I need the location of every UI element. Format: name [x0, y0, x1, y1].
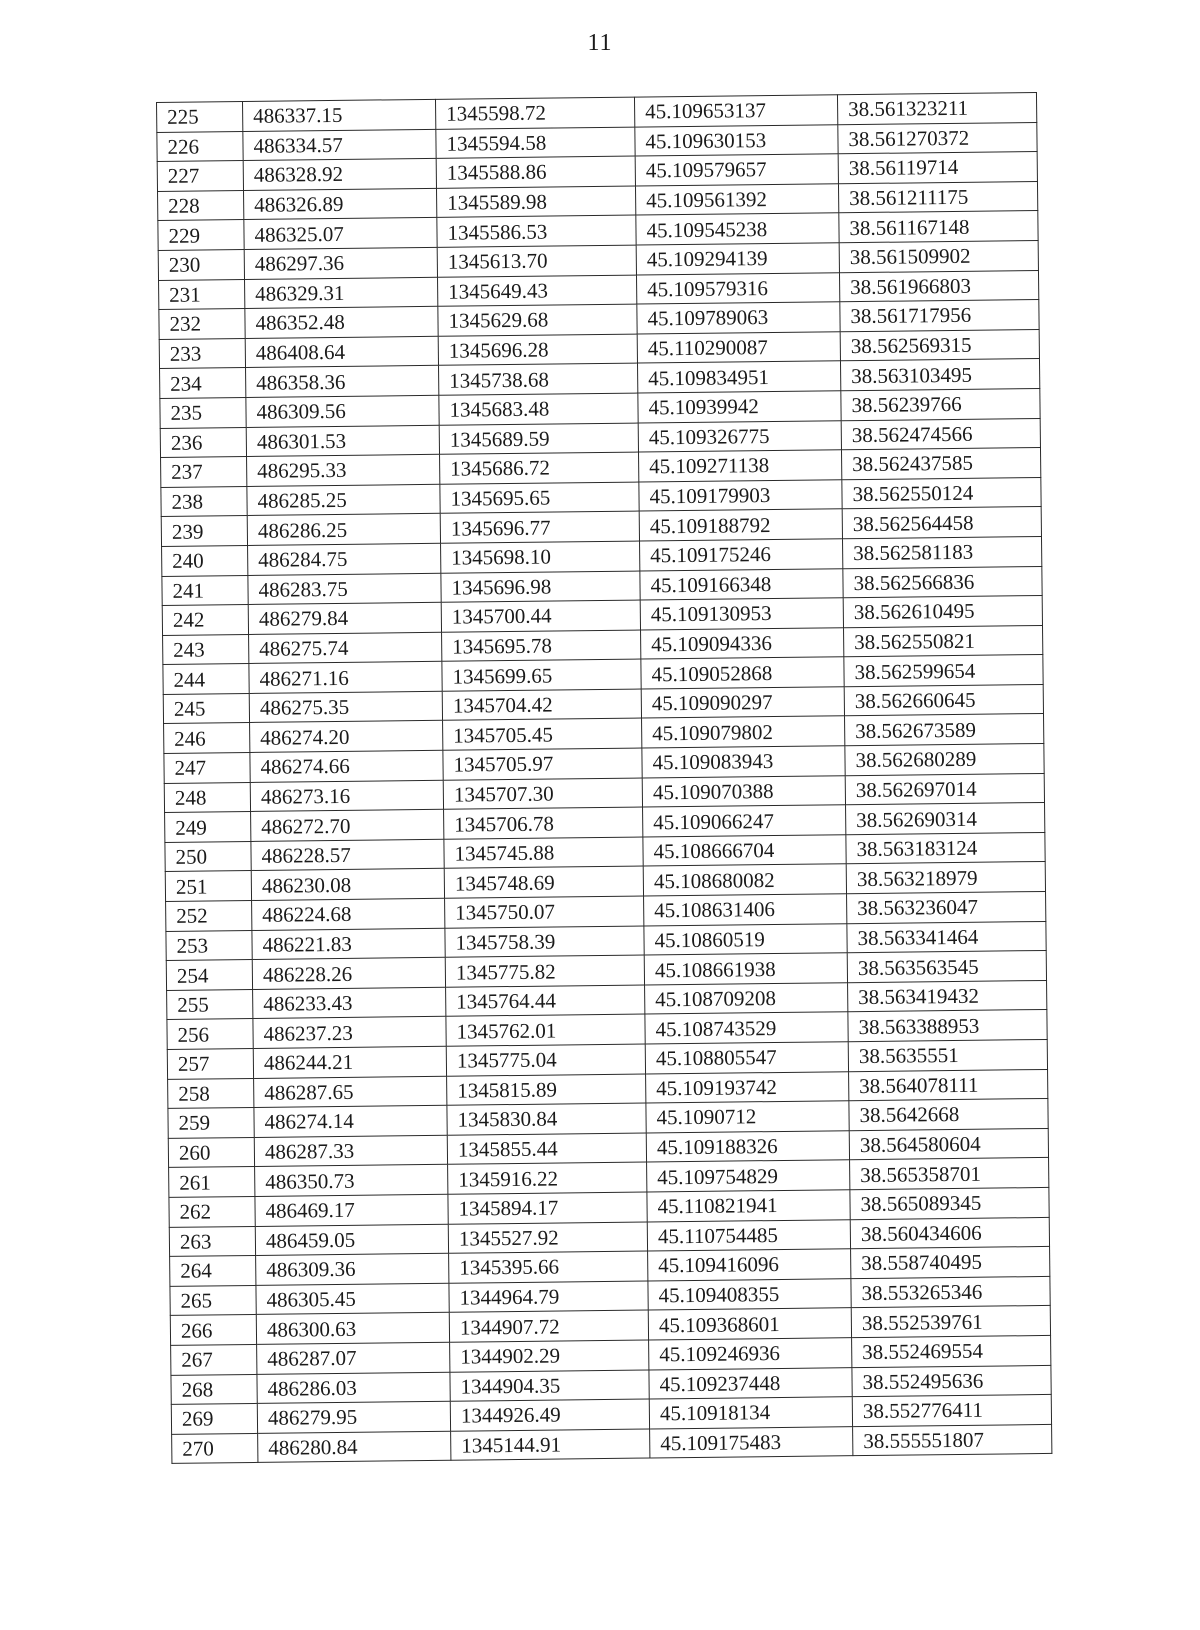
x-coordinate-cell: 486358.36 [246, 366, 439, 398]
longitude-cell: 38.5635551 [848, 1039, 1047, 1071]
latitude-cell: 45.109090297 [641, 687, 844, 719]
latitude-cell: 45.109070388 [642, 775, 845, 807]
longitude-cell: 38.562550124 [842, 477, 1041, 509]
point-number-cell: 238 [161, 486, 247, 517]
latitude-cell: 45.109653137 [634, 95, 837, 127]
point-number-cell: 270 [172, 1433, 258, 1464]
y-coordinate-cell: 1345705.45 [443, 719, 642, 751]
point-number-cell: 262 [169, 1196, 255, 1227]
longitude-cell: 38.56119714 [838, 152, 1037, 184]
longitude-cell: 38.563236047 [847, 891, 1046, 923]
longitude-cell: 38.562437585 [841, 448, 1040, 480]
point-number-cell: 229 [158, 220, 244, 251]
longitude-cell: 38.562566836 [843, 566, 1042, 598]
x-coordinate-cell: 486274.20 [250, 721, 443, 753]
x-coordinate-cell: 486300.63 [256, 1313, 449, 1345]
x-coordinate-cell: 486305.45 [256, 1283, 449, 1315]
y-coordinate-cell: 1345696.77 [440, 511, 639, 543]
y-coordinate-cell: 1345707.30 [443, 778, 642, 810]
x-coordinate-cell: 486301.53 [246, 425, 439, 457]
point-number-cell: 263 [169, 1226, 255, 1257]
point-number-cell: 257 [167, 1048, 253, 1079]
latitude-cell: 45.109179903 [639, 479, 842, 511]
y-coordinate-cell: 1345855.44 [447, 1133, 646, 1165]
x-coordinate-cell: 486271.16 [249, 662, 442, 694]
longitude-cell: 38.56239766 [841, 388, 1040, 420]
y-coordinate-cell: 1345686.72 [440, 452, 639, 484]
longitude-cell: 38.561167148 [839, 211, 1038, 243]
x-coordinate-cell: 486287.07 [257, 1342, 450, 1374]
latitude-cell: 45.110754485 [647, 1219, 850, 1251]
x-coordinate-cell: 486280.84 [258, 1431, 451, 1463]
longitude-cell: 38.555551807 [853, 1424, 1052, 1456]
point-number-cell: 232 [159, 309, 245, 340]
x-coordinate-cell: 486287.33 [254, 1135, 447, 1167]
x-coordinate-cell: 486350.73 [255, 1165, 448, 1197]
y-coordinate-cell: 1345629.68 [438, 304, 637, 336]
x-coordinate-cell: 486287.65 [254, 1076, 447, 1108]
x-coordinate-cell: 486224.68 [252, 898, 445, 930]
longitude-cell: 38.565358701 [850, 1158, 1049, 1190]
latitude-cell: 45.10939942 [638, 391, 841, 423]
y-coordinate-cell: 1345527.92 [448, 1222, 647, 1254]
longitude-cell: 38.562581183 [842, 536, 1041, 568]
y-coordinate-cell: 1344964.79 [449, 1281, 648, 1313]
point-number-cell: 234 [160, 368, 246, 399]
y-coordinate-cell: 1345830.84 [447, 1103, 646, 1135]
point-number-cell: 269 [171, 1404, 257, 1435]
point-number-cell: 242 [162, 605, 248, 636]
longitude-cell: 38.562610495 [843, 596, 1042, 628]
point-number-cell: 249 [165, 812, 251, 843]
y-coordinate-cell: 1344904.35 [450, 1370, 649, 1402]
x-coordinate-cell: 486325.07 [244, 218, 437, 250]
point-number-cell: 265 [170, 1285, 256, 1316]
x-coordinate-cell: 486244.21 [253, 1046, 446, 1078]
x-coordinate-cell: 486233.43 [253, 987, 446, 1019]
latitude-cell: 45.108805547 [645, 1042, 848, 1074]
latitude-cell: 45.110290087 [637, 332, 840, 364]
longitude-cell: 38.562564458 [842, 507, 1041, 539]
point-number-cell: 241 [162, 575, 248, 606]
point-number-cell: 227 [157, 161, 243, 192]
latitude-cell: 45.109630153 [635, 124, 838, 156]
x-coordinate-cell: 486274.14 [254, 1105, 447, 1137]
point-number-cell: 230 [158, 249, 244, 280]
y-coordinate-cell: 1345696.98 [441, 571, 640, 603]
point-number-cell: 245 [163, 693, 249, 724]
x-coordinate-cell: 486228.57 [251, 839, 444, 871]
longitude-cell: 38.552495636 [852, 1365, 1051, 1397]
y-coordinate-cell: 1345698.10 [441, 541, 640, 573]
latitude-cell: 45.108709208 [645, 983, 848, 1015]
point-number-cell: 267 [171, 1344, 257, 1375]
x-coordinate-cell: 486286.03 [257, 1372, 450, 1404]
longitude-cell: 38.562697014 [845, 773, 1044, 805]
y-coordinate-cell: 1345775.04 [446, 1044, 645, 1076]
latitude-cell: 45.109188792 [639, 509, 842, 541]
y-coordinate-cell: 1345695.65 [440, 482, 639, 514]
latitude-cell: 45.108680082 [643, 864, 846, 896]
x-coordinate-cell: 486275.35 [249, 691, 442, 723]
point-number-cell: 256 [167, 1019, 253, 1050]
x-coordinate-cell: 486297.36 [244, 247, 437, 279]
point-number-cell: 261 [169, 1167, 255, 1198]
longitude-cell: 38.562474566 [841, 418, 1040, 450]
x-coordinate-cell: 486275.74 [249, 632, 442, 664]
y-coordinate-cell: 1345700.44 [441, 600, 640, 632]
latitude-cell: 45.1090712 [646, 1101, 849, 1133]
longitude-cell: 38.562690314 [846, 803, 1045, 835]
y-coordinate-cell: 1345594.58 [436, 127, 635, 159]
point-number-cell: 251 [165, 871, 251, 902]
latitude-cell: 45.109083943 [642, 746, 845, 778]
point-number-cell: 260 [168, 1137, 254, 1168]
y-coordinate-cell: 1345706.78 [444, 807, 643, 839]
longitude-cell: 38.563183124 [846, 832, 1045, 864]
y-coordinate-cell: 1345689.59 [439, 423, 638, 455]
x-coordinate-cell: 486337.15 [243, 99, 436, 131]
latitude-cell: 45.109579657 [635, 154, 838, 186]
point-number-cell: 252 [166, 900, 252, 931]
latitude-cell: 45.109294139 [636, 243, 839, 275]
latitude-cell: 45.109094336 [641, 627, 844, 659]
longitude-cell: 38.562673589 [845, 714, 1044, 746]
y-coordinate-cell: 1345775.82 [445, 955, 644, 987]
longitude-cell: 38.5642668 [849, 1099, 1048, 1131]
latitude-cell: 45.109834951 [637, 361, 840, 393]
longitude-cell: 38.552469554 [852, 1335, 1051, 1367]
x-coordinate-cell: 486328.92 [243, 159, 436, 191]
longitude-cell: 38.562569315 [840, 329, 1039, 361]
y-coordinate-cell: 1345704.42 [442, 689, 641, 721]
point-number-cell: 237 [161, 457, 247, 488]
point-number-cell: 235 [160, 397, 246, 428]
y-coordinate-cell: 1345144.91 [451, 1429, 650, 1461]
point-number-cell: 243 [163, 634, 249, 665]
y-coordinate-cell: 1345695.78 [442, 630, 641, 662]
latitude-cell: 45.108631406 [644, 894, 847, 926]
x-coordinate-cell: 486283.75 [248, 573, 441, 605]
y-coordinate-cell: 1345758.39 [445, 926, 644, 958]
latitude-cell: 45.109052868 [641, 657, 844, 689]
point-number-cell: 258 [168, 1078, 254, 1109]
longitude-cell: 38.563419432 [848, 980, 1047, 1012]
latitude-cell: 45.108666704 [643, 835, 846, 867]
point-number-cell: 253 [166, 930, 252, 961]
latitude-cell: 45.108661938 [644, 953, 847, 985]
point-number-cell: 239 [161, 516, 247, 547]
y-coordinate-cell: 1345748.69 [444, 866, 643, 898]
latitude-cell: 45.109326775 [638, 420, 841, 452]
point-number-cell: 233 [159, 338, 245, 369]
longitude-cell: 38.563388953 [848, 1010, 1047, 1042]
latitude-cell: 45.109193742 [646, 1071, 849, 1103]
y-coordinate-cell: 1345738.68 [439, 363, 638, 395]
longitude-cell: 38.552776411 [852, 1395, 1051, 1427]
page-number: 11 [587, 30, 613, 56]
table-body [157, 93, 1052, 1464]
y-coordinate-cell: 1344907.72 [449, 1310, 648, 1342]
y-coordinate-cell: 1344902.29 [450, 1340, 649, 1372]
longitude-cell: 38.565089345 [850, 1187, 1049, 1219]
longitude-cell: 38.562680289 [845, 744, 1044, 776]
longitude-cell: 38.560434606 [850, 1217, 1049, 1249]
y-coordinate-cell: 1345613.70 [437, 245, 636, 277]
latitude-cell: 45.109789063 [637, 302, 840, 334]
x-coordinate-cell: 486286.25 [247, 514, 440, 546]
y-coordinate-cell: 1345598.72 [435, 97, 634, 129]
coordinates-table [156, 92, 1052, 1464]
latitude-cell: 45.109368601 [648, 1308, 851, 1340]
latitude-cell: 45.109188326 [646, 1130, 849, 1162]
longitude-cell: 38.562550821 [844, 625, 1043, 657]
y-coordinate-cell: 1345696.28 [438, 334, 637, 366]
latitude-cell: 45.10918134 [649, 1397, 852, 1429]
point-number-cell: 236 [160, 427, 246, 458]
y-coordinate-cell: 1345745.88 [444, 837, 643, 869]
y-coordinate-cell: 1345705.97 [443, 748, 642, 780]
point-number-cell: 240 [162, 545, 248, 576]
x-coordinate-cell: 486274.66 [250, 750, 443, 782]
x-coordinate-cell: 486352.48 [245, 306, 438, 338]
x-coordinate-cell: 486237.23 [253, 1017, 446, 1049]
point-number-cell: 264 [170, 1256, 256, 1287]
y-coordinate-cell: 1345683.48 [439, 393, 638, 425]
point-number-cell: 259 [168, 1108, 254, 1139]
y-coordinate-cell: 1345762.01 [446, 1014, 645, 1046]
point-number-cell: 248 [164, 782, 250, 813]
latitude-cell: 45.109175483 [650, 1426, 853, 1458]
x-coordinate-cell: 486326.89 [244, 188, 437, 220]
y-coordinate-cell: 1345589.98 [436, 186, 635, 218]
latitude-cell: 45.110821941 [647, 1190, 850, 1222]
longitude-cell: 38.558740495 [851, 1247, 1050, 1279]
latitude-cell: 45.109130953 [640, 598, 843, 630]
x-coordinate-cell: 486469.17 [255, 1194, 448, 1226]
x-coordinate-cell: 486230.08 [251, 869, 444, 901]
y-coordinate-cell: 1345588.86 [436, 156, 635, 188]
point-number-cell: 254 [166, 960, 252, 991]
x-coordinate-cell: 486459.05 [255, 1224, 448, 1256]
latitude-cell: 45.109416096 [648, 1249, 851, 1281]
y-coordinate-cell: 1345699.65 [442, 659, 641, 691]
y-coordinate-cell: 1345815.89 [447, 1074, 646, 1106]
point-number-cell: 244 [163, 664, 249, 695]
point-number-cell: 255 [167, 989, 253, 1020]
longitude-cell: 38.563341464 [847, 921, 1046, 953]
latitude-cell: 45.109408355 [648, 1278, 851, 1310]
y-coordinate-cell: 1345395.66 [449, 1251, 648, 1283]
point-number-cell: 228 [158, 190, 244, 221]
latitude-cell: 45.109754829 [647, 1160, 850, 1192]
point-number-cell: 268 [171, 1374, 257, 1405]
longitude-cell: 38.563103495 [840, 359, 1039, 391]
x-coordinate-cell: 486221.83 [252, 928, 445, 960]
y-coordinate-cell: 1345916.22 [448, 1162, 647, 1194]
y-coordinate-cell: 1345764.44 [446, 985, 645, 1017]
longitude-cell: 38.561270372 [838, 122, 1037, 154]
y-coordinate-cell: 1345894.17 [448, 1192, 647, 1224]
x-coordinate-cell: 486272.70 [251, 810, 444, 842]
latitude-cell: 45.109246936 [649, 1338, 852, 1370]
longitude-cell: 38.562599654 [844, 655, 1043, 687]
x-coordinate-cell: 486285.25 [247, 484, 440, 516]
longitude-cell: 38.561717956 [840, 300, 1039, 332]
latitude-cell: 45.10860519 [644, 923, 847, 955]
longitude-cell: 38.563563545 [847, 951, 1046, 983]
latitude-cell: 45.109079802 [642, 716, 845, 748]
x-coordinate-cell: 486279.84 [248, 602, 441, 634]
latitude-cell: 45.109166348 [640, 568, 843, 600]
latitude-cell: 45.108743529 [645, 1012, 848, 1044]
latitude-cell: 45.109237448 [649, 1367, 852, 1399]
latitude-cell: 45.109271138 [639, 450, 842, 482]
x-coordinate-cell: 486408.64 [245, 336, 438, 368]
longitude-cell: 38.561211175 [838, 181, 1037, 213]
x-coordinate-cell: 486329.31 [245, 277, 438, 309]
latitude-cell: 45.109579316 [636, 272, 839, 304]
x-coordinate-cell: 486334.57 [243, 129, 436, 161]
point-number-cell: 247 [164, 753, 250, 784]
y-coordinate-cell: 1345750.07 [445, 896, 644, 928]
point-number-cell: 266 [170, 1315, 256, 1346]
y-coordinate-cell: 1345649.43 [438, 275, 637, 307]
point-number-cell: 250 [165, 841, 251, 872]
x-coordinate-cell: 486273.16 [250, 780, 443, 812]
x-coordinate-cell: 486284.75 [248, 543, 441, 575]
x-coordinate-cell: 486309.36 [256, 1253, 449, 1285]
x-coordinate-cell: 486295.33 [247, 454, 440, 486]
longitude-cell: 38.562660645 [844, 684, 1043, 716]
x-coordinate-cell: 486279.95 [257, 1401, 450, 1433]
longitude-cell: 38.561323211 [837, 93, 1036, 125]
point-number-cell: 231 [159, 279, 245, 310]
y-coordinate-cell: 1344926.49 [450, 1399, 649, 1431]
longitude-cell: 38.561966803 [839, 270, 1038, 302]
longitude-cell: 38.553265346 [851, 1276, 1050, 1308]
longitude-cell: 38.552539761 [851, 1306, 1050, 1338]
point-number-cell: 225 [157, 102, 243, 133]
longitude-cell: 38.563218979 [846, 862, 1045, 894]
latitude-cell: 45.109066247 [643, 805, 846, 837]
latitude-cell: 45.109545238 [636, 213, 839, 245]
x-coordinate-cell: 486228.26 [252, 957, 445, 989]
x-coordinate-cell: 486309.56 [246, 395, 439, 427]
y-coordinate-cell: 1345586.53 [437, 215, 636, 247]
coordinates-table-container [156, 92, 1051, 1464]
longitude-cell: 38.564078111 [849, 1069, 1048, 1101]
latitude-cell: 45.109175246 [640, 539, 843, 571]
longitude-cell: 38.564580604 [849, 1128, 1048, 1160]
latitude-cell: 45.109561392 [635, 184, 838, 216]
longitude-cell: 38.561509902 [839, 240, 1038, 272]
point-number-cell: 246 [164, 723, 250, 754]
point-number-cell: 226 [157, 131, 243, 162]
